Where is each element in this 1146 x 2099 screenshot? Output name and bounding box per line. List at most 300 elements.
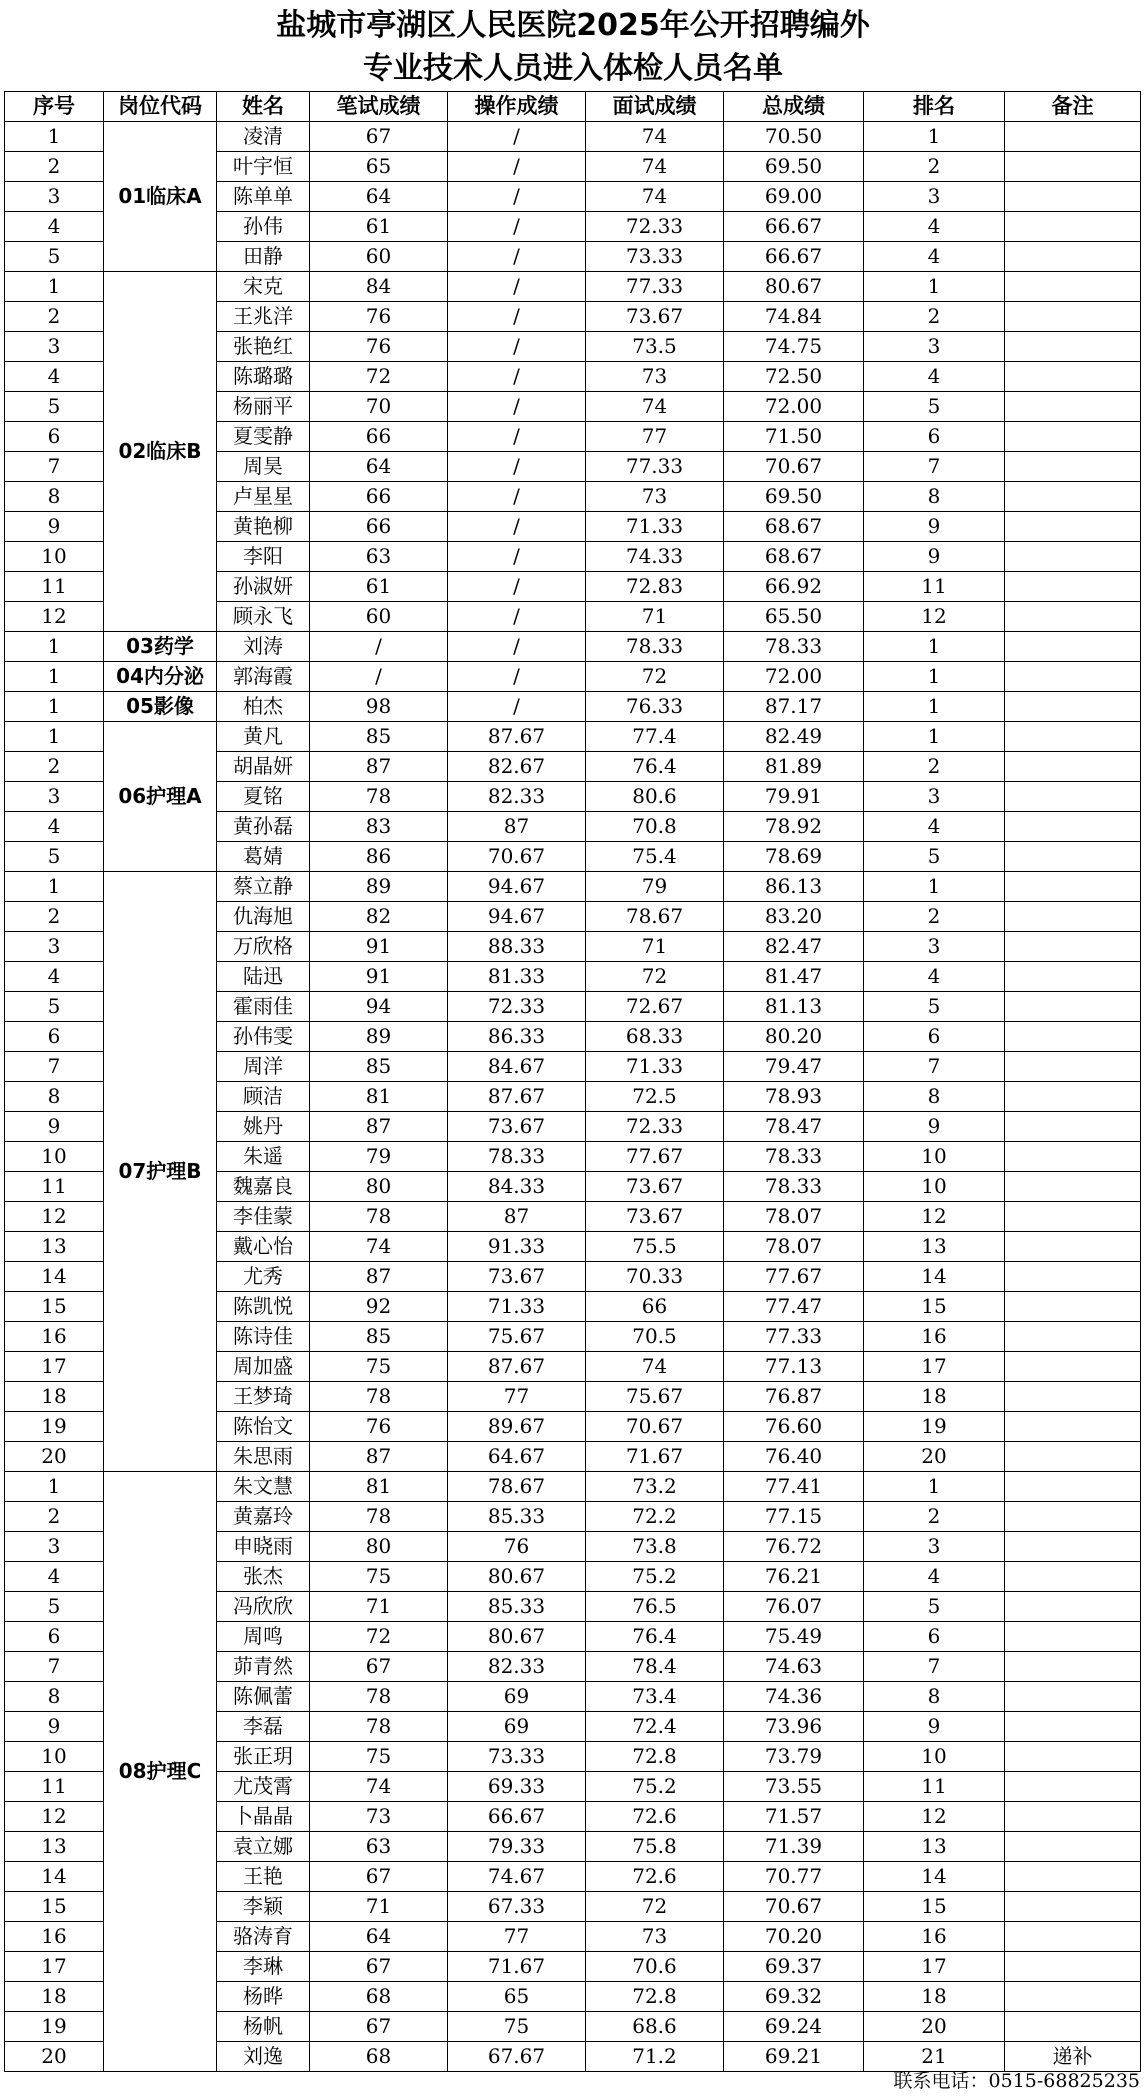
cell-written-score: 75: [310, 1352, 448, 1382]
cell-written-score: 91: [310, 932, 448, 962]
cell-name: 王梦琦: [217, 1382, 310, 1412]
cell-name: 黄艳柳: [217, 512, 310, 542]
cell-rank: 1: [864, 662, 1005, 692]
cell-practical-score: /: [448, 122, 586, 152]
cell-name: 田静: [217, 242, 310, 272]
cell-rank: 20: [864, 2012, 1005, 2042]
cell-post-code: 07护理B: [104, 872, 217, 1472]
cell-total-score: 78.33: [724, 1172, 864, 1202]
cell-total-score: 70.77: [724, 1862, 864, 1892]
table-row: [5, 122, 1141, 152]
cell-name: 陈怡文: [217, 1412, 310, 1442]
cell-rank: 7: [864, 1652, 1005, 1682]
cell-total-score: 78.33: [724, 632, 864, 662]
cell-practical-score: 76: [448, 1532, 586, 1562]
cell-index: 10: [5, 1142, 104, 1172]
cell-rank: 2: [864, 302, 1005, 332]
cell-total-score: 78.92: [724, 812, 864, 842]
cell-total-score: 79.47: [724, 1052, 864, 1082]
cell-post-code: 04内分泌: [104, 662, 217, 692]
cell-written-score: 74: [310, 1232, 448, 1262]
cell-rank: 12: [864, 1202, 1005, 1232]
cell-remark: [1005, 1622, 1141, 1652]
cell-index: 3: [5, 182, 104, 212]
cell-index: 18: [5, 1382, 104, 1412]
cell-rank: 17: [864, 1952, 1005, 1982]
cell-total-score: 71.50: [724, 422, 864, 452]
cell-practical-score: 74.67: [448, 1862, 586, 1892]
cell-name: 蔡立静: [217, 872, 310, 902]
cell-written-score: 78: [310, 1502, 448, 1532]
cell-remark: [1005, 1682, 1141, 1712]
cell-name: 霍雨佳: [217, 992, 310, 1022]
cell-total-score: 72.00: [724, 392, 864, 422]
cell-rank: 8: [864, 1082, 1005, 1112]
cell-index: 16: [5, 1922, 104, 1952]
cell-name: 王兆洋: [217, 302, 310, 332]
cell-interview-score: 77: [586, 422, 724, 452]
cell-index: 2: [5, 902, 104, 932]
cell-name: 夏铭: [217, 782, 310, 812]
cell-index: 10: [5, 542, 104, 572]
cell-rank: 5: [864, 992, 1005, 1022]
cell-name: 仇海旭: [217, 902, 310, 932]
cell-index: 18: [5, 1982, 104, 2012]
cell-rank: 10: [864, 1172, 1005, 1202]
page-title: [0, 4, 1146, 90]
cell-written-score: 60: [310, 242, 448, 272]
cell-practical-score: 73.33: [448, 1742, 586, 1772]
cell-index: 1: [5, 872, 104, 902]
cell-practical-score: 94.67: [448, 872, 586, 902]
cell-total-score: 77.15: [724, 1502, 864, 1532]
cell-practical-score: 65: [448, 1982, 586, 2012]
cell-practical-score: /: [448, 632, 586, 662]
cell-rank: 5: [864, 842, 1005, 872]
cell-index: 17: [5, 1952, 104, 1982]
cell-index: 1: [5, 272, 104, 302]
cell-practical-score: 80.67: [448, 1562, 586, 1592]
cell-rank: 1: [864, 1472, 1005, 1502]
cell-remark: [1005, 992, 1141, 1022]
cell-remark: [1005, 1322, 1141, 1352]
cell-interview-score: 72.5: [586, 1082, 724, 1112]
cell-practical-score: 82.33: [448, 1652, 586, 1682]
cell-interview-score: 76.5: [586, 1592, 724, 1622]
cell-rank: 1: [864, 722, 1005, 752]
cell-practical-score: 69: [448, 1712, 586, 1742]
cell-rank: 16: [864, 1322, 1005, 1352]
cell-written-score: 80: [310, 1172, 448, 1202]
cell-interview-score: 70.67: [586, 1412, 724, 1442]
cell-practical-score: 73.67: [448, 1112, 586, 1142]
cell-practical-score: /: [448, 512, 586, 542]
cell-index: 14: [5, 1262, 104, 1292]
cell-remark: [1005, 1892, 1141, 1922]
cell-written-score: 61: [310, 212, 448, 242]
table-row: [5, 272, 1141, 302]
cell-practical-score: 82.67: [448, 752, 586, 782]
cell-written-score: 76: [310, 302, 448, 332]
cell-interview-score: 72: [586, 662, 724, 692]
cell-remark: [1005, 362, 1141, 392]
cell-total-score: 74.75: [724, 332, 864, 362]
cell-rank: 4: [864, 242, 1005, 272]
cell-interview-score: 70.33: [586, 1262, 724, 1292]
cell-total-score: 68.67: [724, 542, 864, 572]
cell-name: 叶宇恒: [217, 152, 310, 182]
cell-name: 朱思雨: [217, 1442, 310, 1472]
cell-index: 1: [5, 1472, 104, 1502]
header-remark: 备注: [1005, 92, 1141, 122]
cell-remark: [1005, 1592, 1141, 1622]
cell-remark: [1005, 812, 1141, 842]
cell-total-score: 76.21: [724, 1562, 864, 1592]
cell-interview-score: 78.4: [586, 1652, 724, 1682]
cell-remark: [1005, 1232, 1141, 1262]
cell-rank: 3: [864, 782, 1005, 812]
cell-total-score: 80.20: [724, 1022, 864, 1052]
cell-rank: 3: [864, 932, 1005, 962]
cell-name: 夏雯静: [217, 422, 310, 452]
cell-rank: 9: [864, 1712, 1005, 1742]
cell-practical-score: /: [448, 392, 586, 422]
cell-rank: 4: [864, 962, 1005, 992]
cell-interview-score: 72: [586, 962, 724, 992]
cell-written-score: 78: [310, 1712, 448, 1742]
cell-index: 4: [5, 1562, 104, 1592]
cell-index: 3: [5, 332, 104, 362]
cell-written-score: 98: [310, 692, 448, 722]
cell-total-score: 70.67: [724, 452, 864, 482]
cell-written-score: 89: [310, 1022, 448, 1052]
cell-remark: [1005, 1742, 1141, 1772]
cell-rank: 16: [864, 1922, 1005, 1952]
cell-rank: 6: [864, 1622, 1005, 1652]
cell-index: 16: [5, 1322, 104, 1352]
cell-name: 卢星星: [217, 482, 310, 512]
cell-rank: 8: [864, 1682, 1005, 1712]
cell-interview-score: 75.8: [586, 1832, 724, 1862]
cell-remark: [1005, 512, 1141, 542]
cell-index: 4: [5, 962, 104, 992]
cell-remark: [1005, 1712, 1141, 1742]
cell-name: 朱遥: [217, 1142, 310, 1172]
cell-interview-score: 77.4: [586, 722, 724, 752]
cell-rank: 13: [864, 1832, 1005, 1862]
cell-rank: 7: [864, 1052, 1005, 1082]
cell-total-score: 71.57: [724, 1802, 864, 1832]
cell-remark: [1005, 1142, 1141, 1172]
cell-rank: 9: [864, 542, 1005, 572]
cell-written-score: 75: [310, 1742, 448, 1772]
cell-remark: [1005, 842, 1141, 872]
cell-name: 孙淑妍: [217, 572, 310, 602]
cell-name: 张艳红: [217, 332, 310, 362]
cell-total-score: 69.37: [724, 1952, 864, 1982]
cell-name: 李颖: [217, 1892, 310, 1922]
cell-rank: 1: [864, 122, 1005, 152]
cell-interview-score: 72.33: [586, 212, 724, 242]
cell-written-score: 71: [310, 1592, 448, 1622]
cell-remark: [1005, 272, 1141, 302]
cell-written-score: 78: [310, 1682, 448, 1712]
cell-index: 4: [5, 362, 104, 392]
cell-name: 戴心怡: [217, 1232, 310, 1262]
cell-remark: [1005, 1382, 1141, 1412]
cell-practical-score: /: [448, 302, 586, 332]
cell-interview-score: 70.5: [586, 1322, 724, 1352]
cell-written-score: 87: [310, 1112, 448, 1142]
cell-rank: 20: [864, 1442, 1005, 1472]
cell-interview-score: 77.33: [586, 452, 724, 482]
cell-total-score: 73.55: [724, 1772, 864, 1802]
cell-post-code: 06护理A: [104, 722, 217, 872]
cell-index: 12: [5, 1802, 104, 1832]
table-row: [5, 722, 1141, 752]
cell-written-score: 81: [310, 1472, 448, 1502]
cell-written-score: 66: [310, 482, 448, 512]
cell-remark: [1005, 1562, 1141, 1592]
cell-name: 张正玥: [217, 1742, 310, 1772]
cell-practical-score: 87: [448, 1202, 586, 1232]
cell-total-score: 77.41: [724, 1472, 864, 1502]
cell-name: 葛婧: [217, 842, 310, 872]
cell-name: 宋克: [217, 272, 310, 302]
cell-practical-score: 79.33: [448, 1832, 586, 1862]
cell-interview-score: 73.67: [586, 302, 724, 332]
cell-rank: 1: [864, 872, 1005, 902]
cell-practical-score: 88.33: [448, 932, 586, 962]
cell-interview-score: 71.33: [586, 512, 724, 542]
cell-index: 10: [5, 1742, 104, 1772]
cell-written-score: /: [310, 632, 448, 662]
cell-practical-score: 87.67: [448, 1082, 586, 1112]
cell-interview-score: 76.4: [586, 1622, 724, 1652]
cell-interview-score: 75.2: [586, 1772, 724, 1802]
cell-written-score: 71: [310, 1892, 448, 1922]
cell-rank: 11: [864, 572, 1005, 602]
cell-name: 陈单单: [217, 182, 310, 212]
cell-index: 2: [5, 752, 104, 782]
cell-written-score: 67: [310, 1652, 448, 1682]
cell-index: 8: [5, 1682, 104, 1712]
cell-interview-score: 74: [586, 122, 724, 152]
cell-name: 胡晶妍: [217, 752, 310, 782]
cell-index: 8: [5, 1082, 104, 1112]
cell-rank: 18: [864, 1382, 1005, 1412]
cell-name: 李佳蒙: [217, 1202, 310, 1232]
cell-written-score: 87: [310, 1262, 448, 1292]
cell-interview-score: 73: [586, 1922, 724, 1952]
cell-name: 周鸣: [217, 1622, 310, 1652]
cell-interview-score: 71: [586, 602, 724, 632]
cell-written-score: /: [310, 662, 448, 692]
cell-practical-score: /: [448, 242, 586, 272]
cell-written-score: 78: [310, 782, 448, 812]
cell-total-score: 69.24: [724, 2012, 864, 2042]
cell-post-code: 02临床B: [104, 272, 217, 632]
cell-written-score: 72: [310, 1622, 448, 1652]
cell-written-score: 85: [310, 722, 448, 752]
cell-practical-score: /: [448, 572, 586, 602]
cell-written-score: 78: [310, 1382, 448, 1412]
cell-interview-score: 72.33: [586, 1112, 724, 1142]
cell-index: 20: [5, 1442, 104, 1472]
cell-index: 13: [5, 1232, 104, 1262]
cell-total-score: 77.33: [724, 1322, 864, 1352]
cell-interview-score: 72.83: [586, 572, 724, 602]
cell-name: 周昊: [217, 452, 310, 482]
cell-total-score: 69.50: [724, 482, 864, 512]
cell-rank: 4: [864, 212, 1005, 242]
cell-index: 15: [5, 1292, 104, 1322]
cell-remark: [1005, 662, 1141, 692]
cell-remark: [1005, 182, 1141, 212]
header-total-score: 总成绩: [724, 92, 864, 122]
cell-practical-score: 77: [448, 1382, 586, 1412]
cell-remark: [1005, 1862, 1141, 1892]
cell-remark: [1005, 1982, 1141, 2012]
cell-practical-score: 71.67: [448, 1952, 586, 1982]
cell-rank: 7: [864, 452, 1005, 482]
cell-total-score: 69.21: [724, 2042, 864, 2072]
cell-name: 孙伟雯: [217, 1022, 310, 1052]
cell-practical-score: /: [448, 362, 586, 392]
cell-index: 19: [5, 1412, 104, 1442]
cell-rank: 3: [864, 332, 1005, 362]
cell-written-score: 85: [310, 1322, 448, 1352]
cell-total-score: 86.13: [724, 872, 864, 902]
cell-interview-score: 73.67: [586, 1172, 724, 1202]
cell-index: 15: [5, 1892, 104, 1922]
cell-practical-score: 66.67: [448, 1802, 586, 1832]
cell-total-score: 81.47: [724, 962, 864, 992]
cell-practical-score: 81.33: [448, 962, 586, 992]
cell-rank: 3: [864, 182, 1005, 212]
cell-index: 19: [5, 2012, 104, 2042]
cell-index: 12: [5, 602, 104, 632]
cell-name: 魏嘉良: [217, 1172, 310, 1202]
cell-index: 1: [5, 692, 104, 722]
cell-name: 柏杰: [217, 692, 310, 722]
cell-interview-score: 72.6: [586, 1862, 724, 1892]
cell-remark: [1005, 452, 1141, 482]
cell-total-score: 65.50: [724, 602, 864, 632]
cell-remark: [1005, 1952, 1141, 1982]
cell-written-score: 81: [310, 1082, 448, 1112]
cell-practical-score: 73.67: [448, 1262, 586, 1292]
cell-index: 9: [5, 1112, 104, 1142]
cell-rank: 13: [864, 1232, 1005, 1262]
cell-rank: 12: [864, 1802, 1005, 1832]
cell-practical-score: /: [448, 692, 586, 722]
cell-rank: 2: [864, 1502, 1005, 1532]
cell-remark: [1005, 1652, 1141, 1682]
cell-practical-score: 84.33: [448, 1172, 586, 1202]
cell-rank: 15: [864, 1292, 1005, 1322]
cell-total-score: 66.92: [724, 572, 864, 602]
cell-total-score: 78.93: [724, 1082, 864, 1112]
cell-rank: 6: [864, 1022, 1005, 1052]
cell-index: 9: [5, 512, 104, 542]
cell-practical-score: /: [448, 602, 586, 632]
cell-remark: [1005, 392, 1141, 422]
cell-written-score: 68: [310, 1982, 448, 2012]
cell-total-score: 87.17: [724, 692, 864, 722]
cell-rank: 5: [864, 392, 1005, 422]
cell-index: 9: [5, 1712, 104, 1742]
cell-total-score: 70.67: [724, 1892, 864, 1922]
cell-rank: 9: [864, 512, 1005, 542]
cell-interview-score: 73: [586, 362, 724, 392]
cell-total-score: 81.89: [724, 752, 864, 782]
cell-written-score: 87: [310, 1442, 448, 1472]
cell-written-score: 75: [310, 1562, 448, 1592]
cell-index: 3: [5, 932, 104, 962]
cell-index: 2: [5, 152, 104, 182]
cell-practical-score: 67.67: [448, 2042, 586, 2072]
cell-remark: [1005, 542, 1141, 572]
cell-practical-score: 69.33: [448, 1772, 586, 1802]
cell-interview-score: 71.67: [586, 1442, 724, 1472]
cell-interview-score: 78.33: [586, 632, 724, 662]
cell-written-score: 67: [310, 122, 448, 152]
cell-practical-score: /: [448, 662, 586, 692]
cell-rank: 5: [864, 1592, 1005, 1622]
cell-rank: 1: [864, 632, 1005, 662]
cell-interview-score: 73.5: [586, 332, 724, 362]
cell-rank: 6: [864, 422, 1005, 452]
cell-written-score: 94: [310, 992, 448, 1022]
cell-index: 6: [5, 422, 104, 452]
cell-written-score: 70: [310, 392, 448, 422]
cell-index: 4: [5, 212, 104, 242]
cell-remark: [1005, 1802, 1141, 1832]
cell-interview-score: 74: [586, 392, 724, 422]
cell-remark: [1005, 1502, 1141, 1532]
cell-practical-score: 77: [448, 1922, 586, 1952]
cell-remark: [1005, 1292, 1141, 1322]
header-interview-score: 面试成绩: [586, 92, 724, 122]
cell-interview-score: 72.8: [586, 1982, 724, 2012]
cell-practical-score: 78.67: [448, 1472, 586, 1502]
cell-remark: [1005, 422, 1141, 452]
cell-index: 20: [5, 2042, 104, 2072]
cell-rank: 17: [864, 1352, 1005, 1382]
cell-name: 骆涛育: [217, 1922, 310, 1952]
cell-remark: [1005, 1052, 1141, 1082]
cell-index: 3: [5, 1532, 104, 1562]
cell-written-score: 64: [310, 182, 448, 212]
cell-written-score: 73: [310, 1802, 448, 1832]
table-row: [5, 1472, 1141, 1502]
cell-name: 孙伟: [217, 212, 310, 242]
cell-interview-score: 72.2: [586, 1502, 724, 1532]
header-index: 序号: [5, 92, 104, 122]
cell-practical-score: 84.67: [448, 1052, 586, 1082]
cell-name: 陈诗佳: [217, 1322, 310, 1352]
cell-interview-score: 71.33: [586, 1052, 724, 1082]
cell-total-score: 76.07: [724, 1592, 864, 1622]
cell-remark: [1005, 1172, 1141, 1202]
cell-remark: [1005, 332, 1141, 362]
cell-interview-score: 66: [586, 1292, 724, 1322]
cell-interview-score: 75.67: [586, 1382, 724, 1412]
cell-rank: 1: [864, 272, 1005, 302]
cell-remark: [1005, 122, 1141, 152]
cell-name: 王艳: [217, 1862, 310, 1892]
